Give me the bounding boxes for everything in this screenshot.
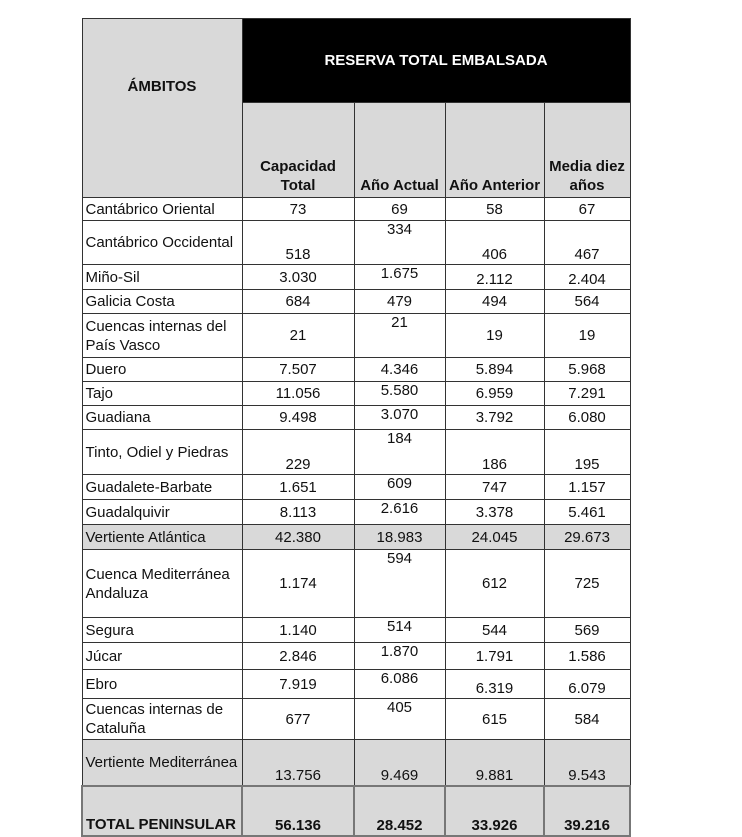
cell-capacidad: 21	[242, 314, 354, 358]
cell-anterior: 615	[445, 699, 544, 740]
row-name: Vertiente Mediterránea	[82, 740, 242, 786]
cell-anterior: 5.894	[445, 358, 544, 382]
cell-anterior: 544	[445, 618, 544, 643]
cell-media: 725	[544, 550, 630, 618]
cell-capacidad: 677	[242, 699, 354, 740]
cell-actual: 1.870	[354, 643, 445, 670]
cell-capacidad: 1.140	[242, 618, 354, 643]
row-name: Galicia Costa	[82, 290, 242, 314]
row-name: Cantábrico Occidental	[82, 221, 242, 265]
cell-capacidad: 9.498	[242, 406, 354, 430]
row-name: Cuencas internas del País Vasco	[82, 314, 242, 358]
table-row	[82, 198, 630, 221]
row-name: Cuenca Mediterránea Andaluza	[82, 550, 242, 618]
cell-capacidad: 684	[242, 290, 354, 314]
cell-capacidad: 42.380	[242, 525, 354, 550]
row-name: Duero	[82, 358, 242, 382]
cell-media: 67	[544, 198, 630, 221]
row-name: Guadalquivir	[82, 500, 242, 525]
cell-anterior: 186	[445, 430, 544, 475]
cell-capacidad: 229	[242, 430, 354, 475]
cell-actual: 3.070	[354, 406, 445, 430]
cell-media: 467	[544, 221, 630, 265]
cell-anterior: 6.959	[445, 382, 544, 406]
table-row	[82, 221, 630, 265]
cell-actual: 2.616	[354, 500, 445, 525]
cell-capacidad: 3.030	[242, 265, 354, 290]
cell-anterior: 58	[445, 198, 544, 221]
cell-capacidad: 73	[242, 198, 354, 221]
cell-anterior: 6.319	[445, 670, 544, 699]
table-row	[82, 550, 630, 618]
cell-actual: 4.346	[354, 358, 445, 382]
cell-media: 1.586	[544, 643, 630, 670]
subtotal-row	[82, 740, 630, 786]
cell-anterior: 2.112	[445, 265, 544, 290]
cell-media: 6.080	[544, 406, 630, 430]
header-actual: Año Actual	[354, 103, 445, 198]
cell-actual: 18.983	[354, 525, 445, 550]
table-row	[82, 290, 630, 314]
cell-actual: 6.086	[354, 670, 445, 699]
cell-anterior: 9.881	[445, 740, 544, 786]
table-row	[82, 699, 630, 740]
cell-media: 2.404	[544, 265, 630, 290]
cell-media: 1.157	[544, 475, 630, 500]
cell-capacidad: 1.174	[242, 550, 354, 618]
table-row	[82, 475, 630, 500]
row-name: Guadalete-Barbate	[82, 475, 242, 500]
cell-media: 584	[544, 699, 630, 740]
row-name: Vertiente Atlántica	[82, 525, 242, 550]
header-title: RESERVA TOTAL EMBALSADA	[242, 19, 630, 103]
cell-media: 7.291	[544, 382, 630, 406]
cell-actual: 405	[354, 699, 445, 740]
cell-actual: 21	[354, 314, 445, 358]
cell-actual: 9.469	[354, 740, 445, 786]
cell-actual: 28.452	[354, 786, 445, 836]
cell-capacidad: 11.056	[242, 382, 354, 406]
header-ambitos: ÁMBITOS	[82, 19, 242, 198]
subtotal-row	[82, 525, 630, 550]
cell-media: 195	[544, 430, 630, 475]
table-row	[82, 643, 630, 670]
cell-capacidad: 7.919	[242, 670, 354, 699]
cell-anterior: 24.045	[445, 525, 544, 550]
row-name: Tajo	[82, 382, 242, 406]
table-row	[82, 430, 630, 475]
cell-media: 29.673	[544, 525, 630, 550]
header-capacidad: Capacidad Total	[242, 103, 354, 198]
row-name: Segura	[82, 618, 242, 643]
row-name: Cuencas internas de Cataluña	[82, 699, 242, 740]
cell-anterior: 3.378	[445, 500, 544, 525]
header-anterior: Año Anterior	[445, 103, 544, 198]
cell-anterior: 3.792	[445, 406, 544, 430]
row-name: Cantábrico Oriental	[82, 198, 242, 221]
total-row	[82, 786, 630, 836]
cell-actual: 594	[354, 550, 445, 618]
table-row	[82, 618, 630, 643]
cell-anterior: 33.926	[445, 786, 544, 836]
cell-media: 9.543	[544, 740, 630, 786]
cell-actual: 609	[354, 475, 445, 500]
cell-capacidad: 1.651	[242, 475, 354, 500]
cell-capacidad: 56.136	[242, 786, 354, 836]
cell-capacidad: 13.756	[242, 740, 354, 786]
table-row	[82, 382, 630, 406]
header-media: Media diez años	[544, 103, 630, 198]
cell-capacidad: 7.507	[242, 358, 354, 382]
cell-media: 6.079	[544, 670, 630, 699]
cell-actual: 514	[354, 618, 445, 643]
cell-anterior: 494	[445, 290, 544, 314]
reserve-table	[81, 18, 631, 837]
cell-actual: 69	[354, 198, 445, 221]
cell-media: 5.968	[544, 358, 630, 382]
cell-media: 569	[544, 618, 630, 643]
cell-anterior: 612	[445, 550, 544, 618]
table-row	[82, 406, 630, 430]
cell-media: 564	[544, 290, 630, 314]
cell-capacidad: 2.846	[242, 643, 354, 670]
table-row	[82, 500, 630, 525]
row-name: Ebro	[82, 670, 242, 699]
table-row	[82, 670, 630, 699]
table-row	[82, 358, 630, 382]
cell-actual: 1.675	[354, 265, 445, 290]
cell-actual: 479	[354, 290, 445, 314]
cell-media: 5.461	[544, 500, 630, 525]
cell-capacidad: 8.113	[242, 500, 354, 525]
cell-actual: 184	[354, 430, 445, 475]
row-name: TOTAL PENINSULAR	[82, 786, 242, 836]
row-name: Júcar	[82, 643, 242, 670]
cell-media: 39.216	[544, 786, 630, 836]
table-row	[82, 314, 630, 358]
cell-actual: 334	[354, 221, 445, 265]
cell-anterior: 747	[445, 475, 544, 500]
table-row	[82, 265, 630, 290]
cell-anterior: 1.791	[445, 643, 544, 670]
row-name: Tinto, Odiel y Piedras	[82, 430, 242, 475]
cell-anterior: 19	[445, 314, 544, 358]
cell-capacidad: 518	[242, 221, 354, 265]
row-name: Guadiana	[82, 406, 242, 430]
cell-anterior: 406	[445, 221, 544, 265]
cell-media: 19	[544, 314, 630, 358]
row-name: Miño-Sil	[82, 265, 242, 290]
cell-actual: 5.580	[354, 382, 445, 406]
